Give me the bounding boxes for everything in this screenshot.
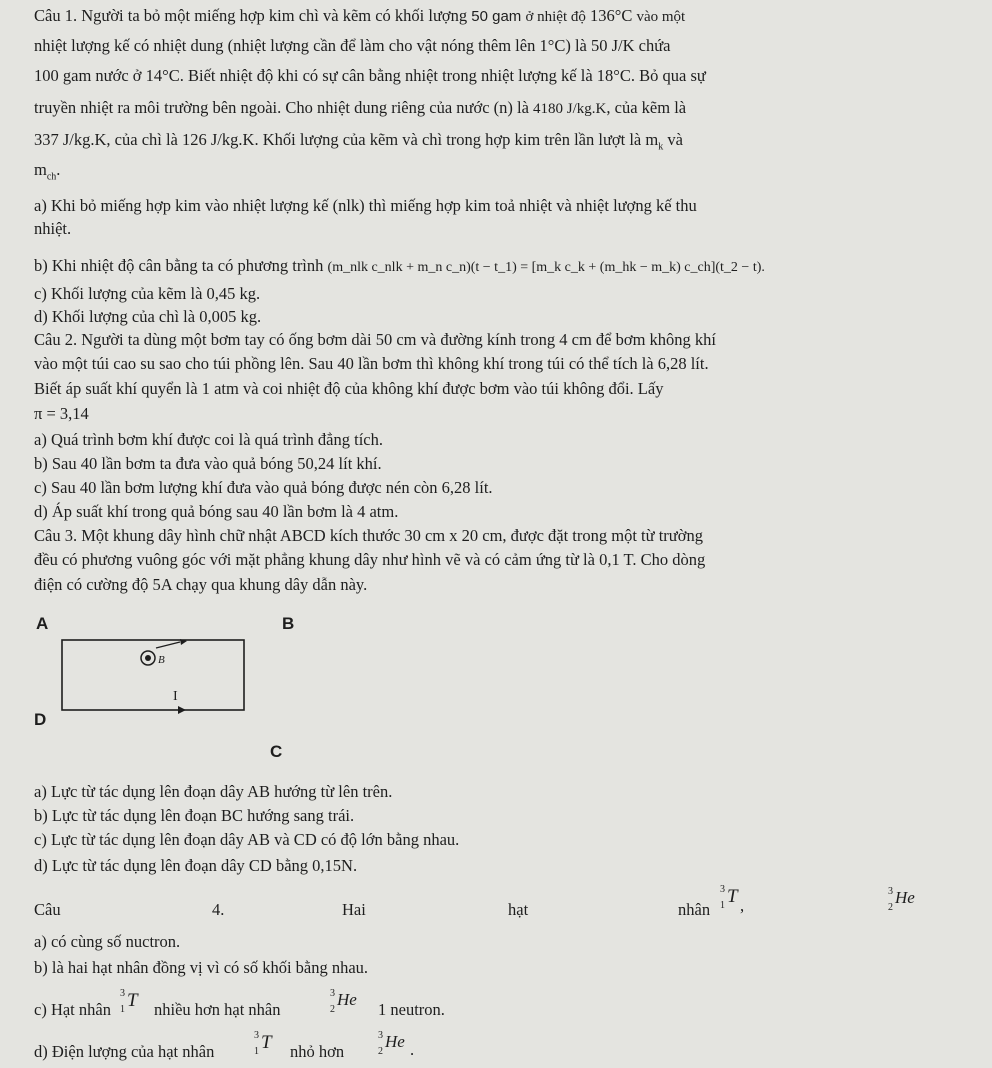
text: nước ở [95,66,142,85]
q4-line-1: Câu 4. Hai hạt nhân 3 1 T , 3 2 He [34,884,915,919]
water-temp-value: 14°C [145,66,180,85]
q4-option-a: a) có cùng số nuctron. [34,932,181,951]
equilibrium-temp-value: 18°C [596,66,631,85]
mch-symbol: $m_{ch}$. [34,160,61,183]
text: và [667,130,683,149]
text: 1 neutron. [378,1000,445,1019]
field-label: B [158,654,165,666]
q2-pi: π = 3,14 [34,404,89,423]
text: b) Khi nhiệt độ cân bằng ta có phương trình [34,256,324,275]
q4-option-b: b) là hai hạt nhân đồng vị vì có số khối bằng nhau. [34,958,369,977]
q1-line-3 [34,66,706,86]
text: c) Hạt nhân [34,1000,111,1019]
mass-value: 50 gam [471,8,522,25]
label-a: A [36,614,49,633]
q3-line-1: Câu 3. Một khung dây hình chữ nhật ABCD kích thước 30 cm x 20 cm, được đặt trong một từ trường [34,526,703,545]
q2-option-c: c) Sau 40 lần bơm lượng khí đưa vào quả bóng được nén còn 6,28 lít. [34,478,493,497]
text: d) Điện lượng của hạt nhân [34,1042,215,1061]
q3-option-d: d) Lực từ tác dụng lên đoạn dây CD bằng 0,15N. [34,856,358,875]
equation: (m_nlk c_nlk + m_n c_n)(t − t_1) = [m_k c_k + (m_hk − m_k) c_ch](t_2 − t). [327,260,765,275]
q1-line-5 [34,130,683,152]
text: 4. [212,900,225,919]
q2-option-a: a) Quá trình bơm khí được coi là quá trình đẳng tích. [34,430,383,449]
text: Câu 1. Người ta bỏ một miếng hợp kim chì và kẽm có khối lượng [34,6,468,25]
q2-line-1: Câu 2. Người ta dùng một bơm tay có ống bơm dài 50 cm và đường kính trong 4 cm để bơm không khí [34,330,717,349]
q3-option-c: c) Lực từ tác dụng lên đoạn dây AB và CD có độ lớn bằng nhau. [34,830,460,849]
temperature-value: 136°C [590,6,633,25]
frame-drawing [30,610,310,770]
q1-option-b [34,256,765,276]
q2-line-2: vào một túi cao su sao cho túi phồng lên. Sau 40 lần bơm thì không khí trong túi có thể tích là 6,28 lít. [34,354,709,373]
text: nhỏ hơn [290,1042,345,1061]
q4-option-c: c) Hạt nhân 3 1 T nhiều hơn hạt nhân 3 2 He 1 neutron. [34,988,445,1019]
text: chứa [638,36,671,55]
text: vào một [636,9,686,25]
text: , của chì là [106,130,178,149]
q1-option-a-cont: nhiệt. [34,219,72,238]
q1-line-6 [34,160,60,182]
water-mass-value: 100 gam [34,66,92,85]
q2-option-d: d) Áp suất khí trong quả bóng sau 40 lần bơm là 4 atm. [34,502,399,521]
wire-frame [62,640,244,710]
text: ở nhiệt độ [525,9,586,25]
text: nhiều hơn hạt nhân [154,1000,281,1019]
q2-option-b: b) Sau 40 lần bơm ta đưa vào quả bóng 50,24 lít khí. [34,454,382,473]
current-arrow-icon [178,706,186,714]
label-c: C [270,742,283,761]
water-specific-heat: 4180 J/kg.K [533,101,607,117]
mk-symbol: $m_k$ [645,130,664,153]
q1-line-4 [34,98,686,118]
text: truyền nhiệt ra môi trường bên ngoài. Cho nhiệt dung riêng của nước (n) là [34,98,529,117]
q3-option-b: b) Lực từ tác dụng lên đoạn BC hướng sang trái. [34,806,355,825]
q1-line-2 [34,36,671,56]
text: , của kẽm là [606,98,687,117]
q3-line-3: điện có cường độ 5A chạy qua khung dây dẫn này. [34,575,368,594]
q2-line-3: Biết áp suất khí quyển là 1 atm và coi nhiệt độ của không khí được bơm vào túi không đổi. Lấy [34,379,664,398]
text: Câu [34,900,61,919]
text: Hai [342,900,366,919]
text: . Biết nhiệt độ khi có sự cân bằng nhiệt trong nhiệt lượng kế là [179,66,593,85]
q1-option-d: d) Khối lượng của chì là 0,005 kg. [34,307,262,326]
q4-option-d: d) Điện lượng của hạt nhân 3 1 T nhỏ hơn 3 2 He . [34,1030,415,1061]
text: ) là [565,36,587,55]
label-d: D [34,710,47,729]
lead-specific-heat: 126 J/kg.K [182,130,255,149]
field-vector-line [156,642,180,648]
degree-value: 1°C [539,36,566,55]
text: . Khối lượng của kẽm và chì trong hợp kim trên lần lượt là [254,130,642,149]
text: nhân [678,900,711,919]
text: nhiệt lượng kế có nhiệt dung (nhiệt lượng cần để làm cho vật nóng thêm lên [34,36,536,55]
zinc-specific-heat: 337 J/kg.K [34,130,107,149]
q1-line-1 [34,6,685,26]
field-dot-icon [145,655,151,661]
circuit-figure [30,610,310,770]
label-b: B [282,614,295,633]
q1-option-a: a) Khi bỏ miếng hợp kim vào nhiệt lượng kế (nlk) thì miếng hợp kim toả nhiệt và nhiệt lượng kế thu [34,196,697,215]
q1-option-c: c) Khối lượng của kẽm là 0,45 kg. [34,284,261,303]
q3-line-2: đều có phương vuông góc với mặt phẳng khung dây như hình vẽ và có cảm ứng từ là 0,1 T. Cho dòng [34,550,706,569]
q3-option-a: a) Lực từ tác dụng lên đoạn dây AB hướng từ lên trên. [34,782,393,801]
text: hạt [508,900,529,919]
text: . Bỏ qua sự [630,66,706,85]
heat-capacity-value: 50 J/K [590,36,635,55]
current-label: I [173,689,178,704]
